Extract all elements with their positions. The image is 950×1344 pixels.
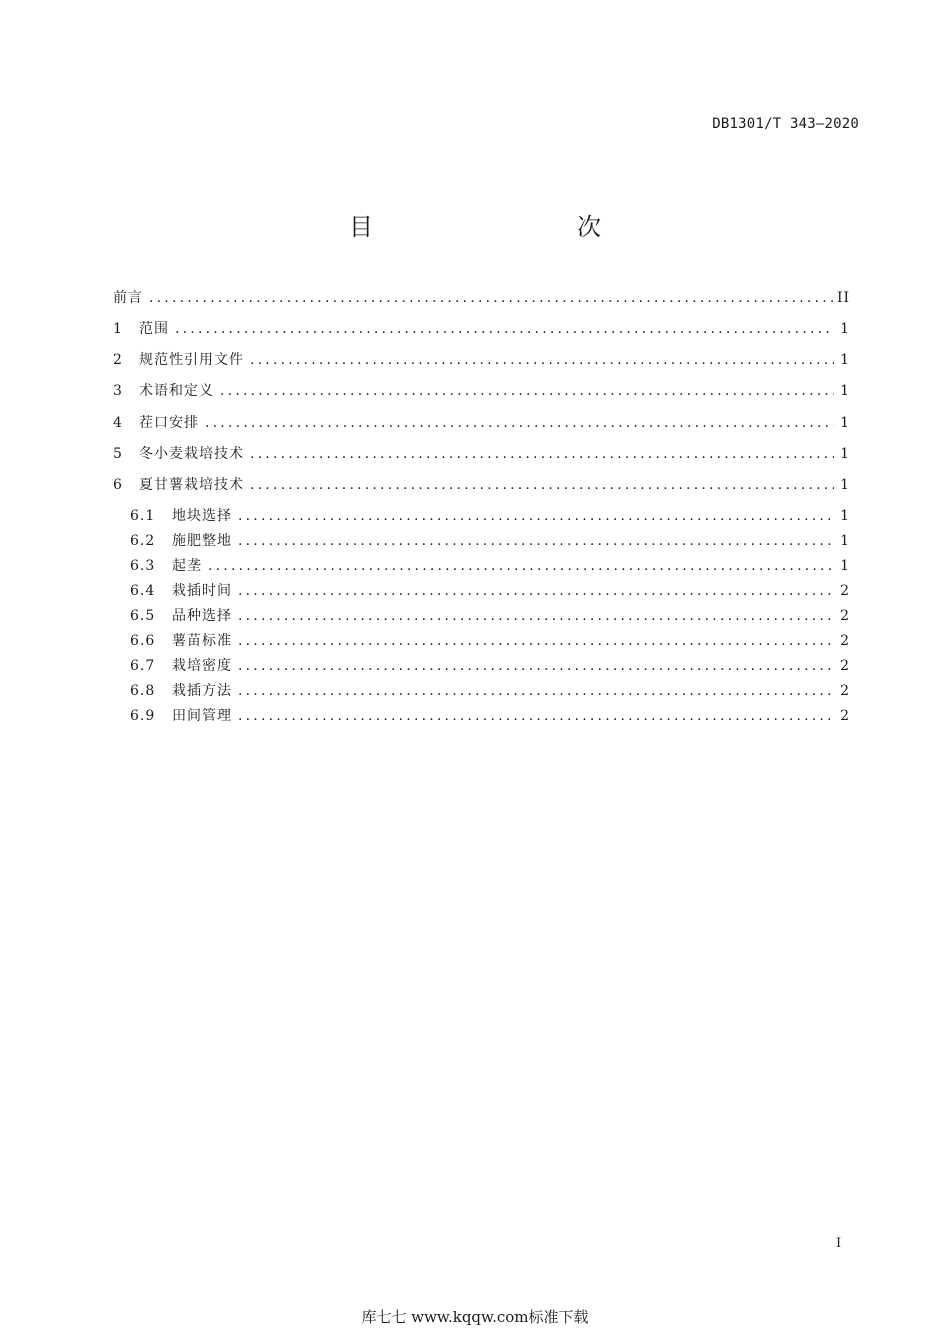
toc-subentry-6-4[interactable]	[130, 580, 850, 602]
toc-entry-page: 2	[840, 633, 850, 649]
toc-entry-label: 范围	[139, 321, 169, 337]
dot-leader	[175, 318, 834, 340]
toc-entry-number: 6.7	[130, 658, 156, 674]
toc-entry-label: 品种选择	[172, 608, 232, 624]
toc-entry-page: 2	[840, 658, 850, 674]
toc-entry-page: II	[836, 290, 850, 306]
toc-entry-number: 6.3	[130, 558, 156, 574]
dot-leader	[205, 412, 834, 434]
toc-entry-number: 6.8	[130, 683, 156, 699]
toc-entry-label: 薯苗标准	[172, 633, 232, 649]
toc-entry-crop-rotation[interactable]	[113, 412, 850, 434]
toc-entry-page: 1	[840, 446, 850, 462]
toc-entry-number: 4	[113, 415, 123, 431]
toc-subentry-6-6[interactable]	[130, 630, 850, 652]
toc-entry-page: 1	[840, 558, 850, 574]
dot-leader	[208, 555, 834, 577]
toc-title: 目 次	[349, 213, 653, 241]
toc-entry-page: 1	[840, 477, 850, 493]
toc-subentry-6-2[interactable]	[130, 530, 850, 552]
toc-subentry-6-5[interactable]	[130, 605, 850, 627]
toc-subentry-6-3[interactable]	[130, 555, 850, 577]
dot-leader	[238, 705, 834, 727]
toc-entry-label: 栽培密度	[172, 658, 232, 674]
toc-entry-label: 施肥整地	[172, 533, 232, 549]
dot-leader	[220, 380, 834, 402]
dot-leader	[238, 530, 834, 552]
document-code: DB1301/T 343—2020	[712, 116, 859, 132]
toc-entry-winter-wheat[interactable]	[113, 443, 850, 465]
toc-entry-number: 1	[113, 321, 123, 337]
toc-entry-scope[interactable]	[113, 318, 850, 340]
dot-leader	[250, 349, 834, 371]
toc-subentry-6-7[interactable]	[130, 655, 850, 677]
toc-subentry-6-8[interactable]	[130, 680, 850, 702]
dot-leader	[238, 680, 834, 702]
dot-leader	[250, 443, 834, 465]
toc-entry-label: 术语和定义	[139, 383, 214, 399]
toc-entry-label: 田间管理	[172, 708, 232, 724]
toc-entry-page: 2	[840, 683, 850, 699]
toc-entry-page: 2	[840, 608, 850, 624]
toc-entry-number: 6.1	[130, 508, 156, 524]
dot-leader	[238, 505, 834, 527]
toc-entry-number: 2	[113, 352, 123, 368]
toc-entry-label: 规范性引用文件	[139, 352, 244, 368]
toc-entry-page: 2	[840, 708, 850, 724]
toc-entry-page: 1	[840, 533, 850, 549]
toc-entry-page: 1	[840, 508, 850, 524]
dot-leader	[250, 474, 834, 496]
toc-entry-label: 夏甘薯栽培技术	[139, 477, 244, 493]
toc-entry-summer-sweet-potato[interactable]	[113, 474, 850, 496]
toc-entry-page: 1	[840, 321, 850, 337]
toc-entry-number: 5	[113, 446, 123, 462]
toc-entry-number: 6.5	[130, 608, 156, 624]
toc-entry-label: 地块选择	[172, 508, 232, 524]
toc-entry-terms-definitions[interactable]	[113, 380, 850, 402]
toc-entry-label: 前言	[113, 290, 143, 306]
toc-entry-label: 起垄	[172, 558, 202, 574]
toc-entry-page: 2	[840, 583, 850, 599]
toc-entry-number: 6.4	[130, 583, 156, 599]
dot-leader	[238, 655, 834, 677]
toc-entry-label: 茬口安排	[139, 415, 199, 431]
toc-entry-page: 1	[840, 383, 850, 399]
toc-entry-foreword[interactable]	[113, 287, 850, 309]
toc-subentry-6-1[interactable]	[130, 505, 850, 527]
toc-entry-number: 6	[113, 477, 123, 493]
toc-entry-label: 栽插时间	[172, 583, 232, 599]
toc-entry-number: 6.9	[130, 708, 156, 724]
toc-entry-normative-references[interactable]	[113, 349, 850, 371]
toc-entry-number: 3	[113, 383, 123, 399]
toc-entry-page: 1	[840, 352, 850, 368]
toc-entry-label: 冬小麦栽培技术	[139, 446, 244, 462]
dot-leader	[238, 580, 834, 602]
toc-subentry-6-9[interactable]	[130, 705, 850, 727]
page-number: I	[836, 1236, 842, 1251]
footer-watermark: 库七七 www.kqqw.com标准下载	[361, 1308, 589, 1326]
dot-leader	[238, 630, 834, 652]
toc-entry-number: 6.6	[130, 633, 156, 649]
toc-entry-number: 6.2	[130, 533, 156, 549]
dot-leader	[238, 605, 834, 627]
dot-leader	[149, 287, 833, 309]
toc-entry-label: 栽插方法	[172, 683, 232, 699]
toc-entry-page: 1	[840, 415, 850, 431]
